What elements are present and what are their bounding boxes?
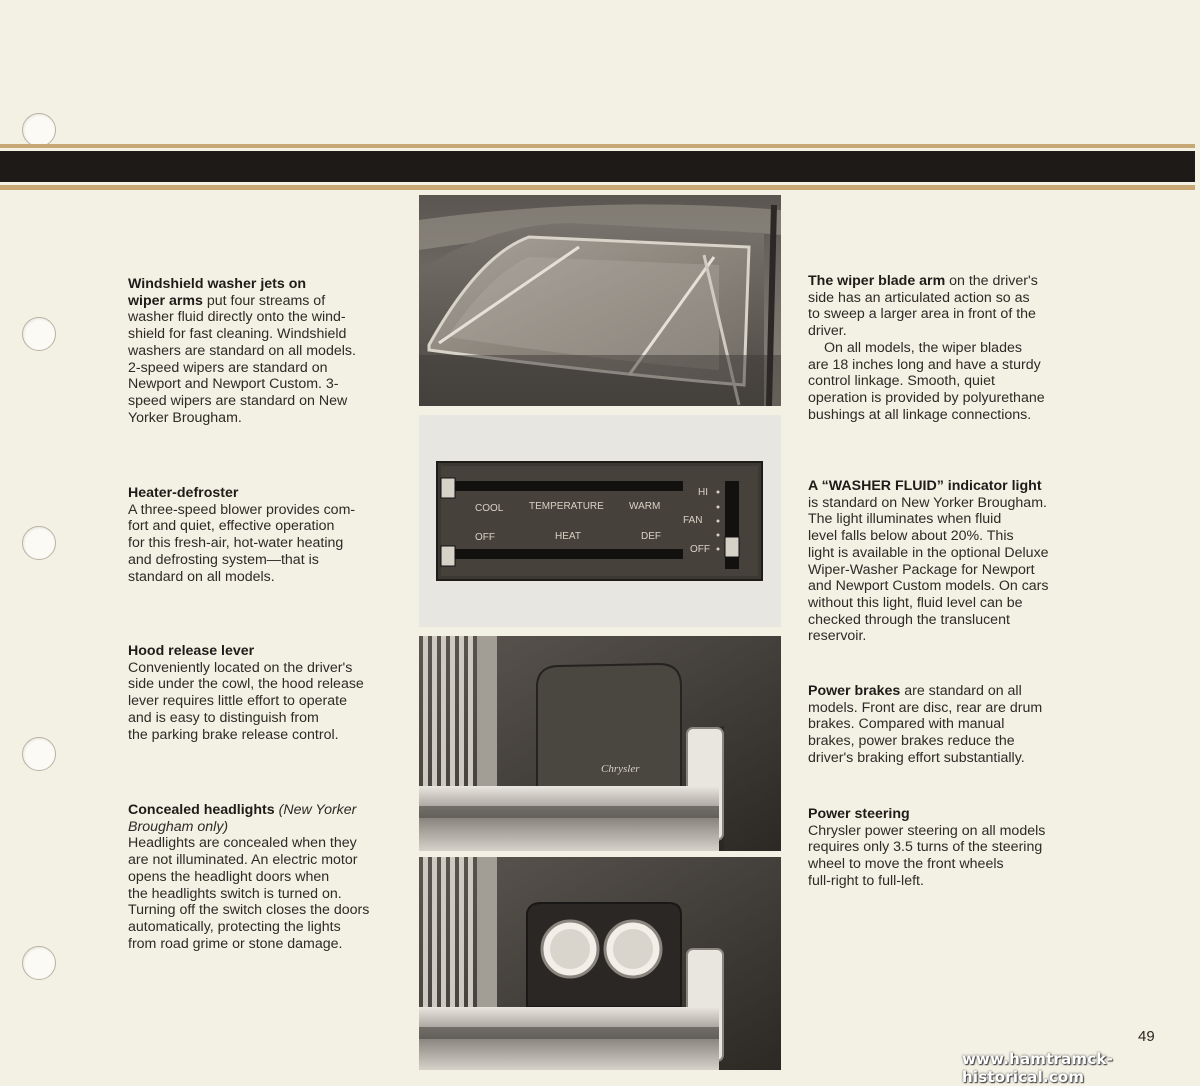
washer-jets-body-line: put four streams of [202, 292, 326, 309]
heater-defroster-title: Heater-defroster [128, 485, 239, 501]
washer-fluid-section [808, 478, 1083, 645]
temperature-label: TEMPERATURE [529, 501, 604, 512]
fan-off-label: OFF [690, 544, 710, 555]
binder-hole-1 [22, 113, 56, 147]
washer-jets-title-line2: wiper arms [128, 292, 203, 309]
wiper-arm-section [808, 273, 1078, 423]
header-band-gold-bottom [0, 185, 1195, 190]
washer-jets-body-line: Yorker Brougham. [128, 409, 242, 426]
washer-fluid-body-line: without this light, fluid level can be [808, 594, 1023, 611]
heater-body-line: A three-speed blower provides com- [128, 501, 356, 518]
washer-fluid-body-line: checked through the translucent [808, 611, 1010, 628]
cool-label: COOL [475, 503, 504, 514]
heater-body-line: and defrosting system—that is [128, 551, 319, 568]
power-steering-body-line: wheel to move the front wheels [808, 856, 1004, 873]
hood-body-line: side under the cowl, the hood release [128, 676, 364, 693]
binder-hole-3 [22, 526, 56, 560]
power-brakes-section [808, 683, 1083, 767]
def-label: DEF [641, 531, 661, 542]
wiper-blades-body-line: operation is provided by polyurethane [808, 389, 1045, 406]
header-band-gold-top [0, 144, 1195, 148]
off-label: OFF [475, 532, 495, 543]
heater-defroster-section [128, 485, 398, 585]
headlights-note-line2: Brougham only) [128, 818, 229, 835]
hood-body-line: lever requires little effort to operate [128, 693, 347, 710]
washer-jets-body-line: 2-speed wipers are standard on [128, 359, 328, 376]
washer-fluid-body-line: light is available in the optional Deluxe [808, 544, 1049, 561]
headlights-body-line: Turning off the switch closes the doors [128, 902, 370, 919]
wiper-arm-body-line: driver. [808, 323, 847, 340]
hood-body-line: the parking brake release control. [128, 726, 339, 743]
climate-control-photo [419, 415, 781, 627]
windshield-photo [419, 195, 781, 406]
hood-release-title: Hood release lever [128, 643, 255, 659]
headlights-body-line: Headlights are concealed when they [128, 835, 357, 852]
power-steering-title: Power steering [808, 806, 910, 822]
binder-hole-2 [22, 317, 56, 351]
binder-hole-5 [22, 946, 56, 980]
washer-fluid-body-line: level falls below about 20%. This [808, 528, 1014, 545]
washer-jets-body-line: washers are standard on all models. [128, 342, 356, 359]
wiper-blades-body-line: control linkage. Smooth, quiet [808, 373, 995, 390]
washer-jets-section [128, 276, 398, 426]
wiper-arm-body-line: side has an articulated action so as [808, 289, 1030, 306]
power-brakes-body-line: brakes, power brakes reduce the [808, 733, 1015, 750]
page-number: 49 [1138, 1028, 1155, 1045]
power-brakes-body-line: brakes. Compared with manual [808, 716, 1005, 733]
washer-fluid-title: A “WASHER FLUID” indicator light [808, 478, 1042, 494]
power-steering-body-line: Chrysler power steering on all models [808, 822, 1046, 839]
washer-fluid-body-line: and Newport Custom models. On cars [808, 578, 1049, 595]
washer-jets-body-line: shield for fast cleaning. Windshield [128, 326, 347, 343]
heater-body-line: fort and quiet, effective operation [128, 518, 335, 535]
watermark: www.hamtramck-historical.com [962, 1050, 1113, 1086]
wiper-arm-body-line: to sweep a larger area in front of the [808, 306, 1036, 323]
chrysler-script: Chrysler [601, 763, 640, 775]
fan-hi-label: HI [698, 487, 708, 498]
hood-release-section [128, 643, 398, 743]
power-brakes-body-line: models. Front are disc, rear are drum [808, 699, 1043, 716]
heater-body-line: standard on all models. [128, 568, 275, 585]
hood-body-line: Conveniently located on the driver's [128, 659, 353, 676]
heater-body-line: for this fresh-air, hot-water heating [128, 535, 344, 552]
headlights-body-line: opens the headlight doors when [128, 868, 330, 885]
washer-fluid-body-line: Wiper-Washer Package for Newport [808, 561, 1035, 578]
headlights-body-line: from road grime or stone damage. [128, 935, 343, 952]
power-brakes-body-line: are standard on all [900, 683, 1022, 699]
fan-label: FAN [683, 515, 703, 526]
power-brakes-body-line: driver's braking effort substantially. [808, 749, 1025, 766]
washer-jets-body-line: washer fluid directly onto the wind- [128, 309, 346, 326]
wiper-arm-body-line: on the driver's [945, 273, 1038, 289]
binder-hole-4 [22, 737, 56, 771]
headlights-body-line: are not illuminated. An electric motor [128, 852, 358, 869]
headlights-body-line: automatically, protecting the lights [128, 918, 341, 935]
washer-fluid-body-line: is standard on New Yorker Brougham. [808, 494, 1047, 511]
headlights-note-line1: (New Yorker [278, 802, 357, 818]
power-steering-body-line: requires only 3.5 turns of the steering [808, 839, 1043, 856]
concealed-headlights-section [128, 802, 398, 952]
washer-fluid-body-line: reservoir. [808, 628, 867, 645]
washer-jets-title-line1: Windshield washer jets on [128, 276, 307, 292]
headlights-title: Concealed headlights [128, 802, 275, 818]
washer-jets-body-line: speed wipers are standard on New [128, 392, 348, 409]
wiper-blades-body-line: On all models, the wiper blades [824, 339, 1022, 356]
washer-fluid-body-line: The light illuminates when fluid [808, 511, 1002, 528]
wiper-arm-title: The wiper blade arm [808, 273, 946, 289]
washer-jets-body-line: Newport and Newport Custom. 3- [128, 376, 339, 393]
power-steering-section [808, 806, 1083, 890]
heat-label: HEAT [555, 531, 581, 542]
concealed-headlights-photo [419, 857, 781, 1070]
headlights-body-line: the headlights switch is turned on. [128, 885, 342, 902]
warm-label: WARM [629, 501, 661, 512]
hood-release-photo [419, 636, 781, 851]
power-steering-body-line: full-right to full-left. [808, 872, 924, 889]
power-brakes-title: Power brakes [808, 683, 901, 699]
wiper-blades-body-line: are 18 inches long and have a sturdy [808, 356, 1041, 373]
hood-body-line: and is easy to distinguish from [128, 709, 319, 726]
wiper-blades-body-line: bushings at all linkage connections. [808, 406, 1032, 423]
header-band-black [0, 151, 1195, 182]
